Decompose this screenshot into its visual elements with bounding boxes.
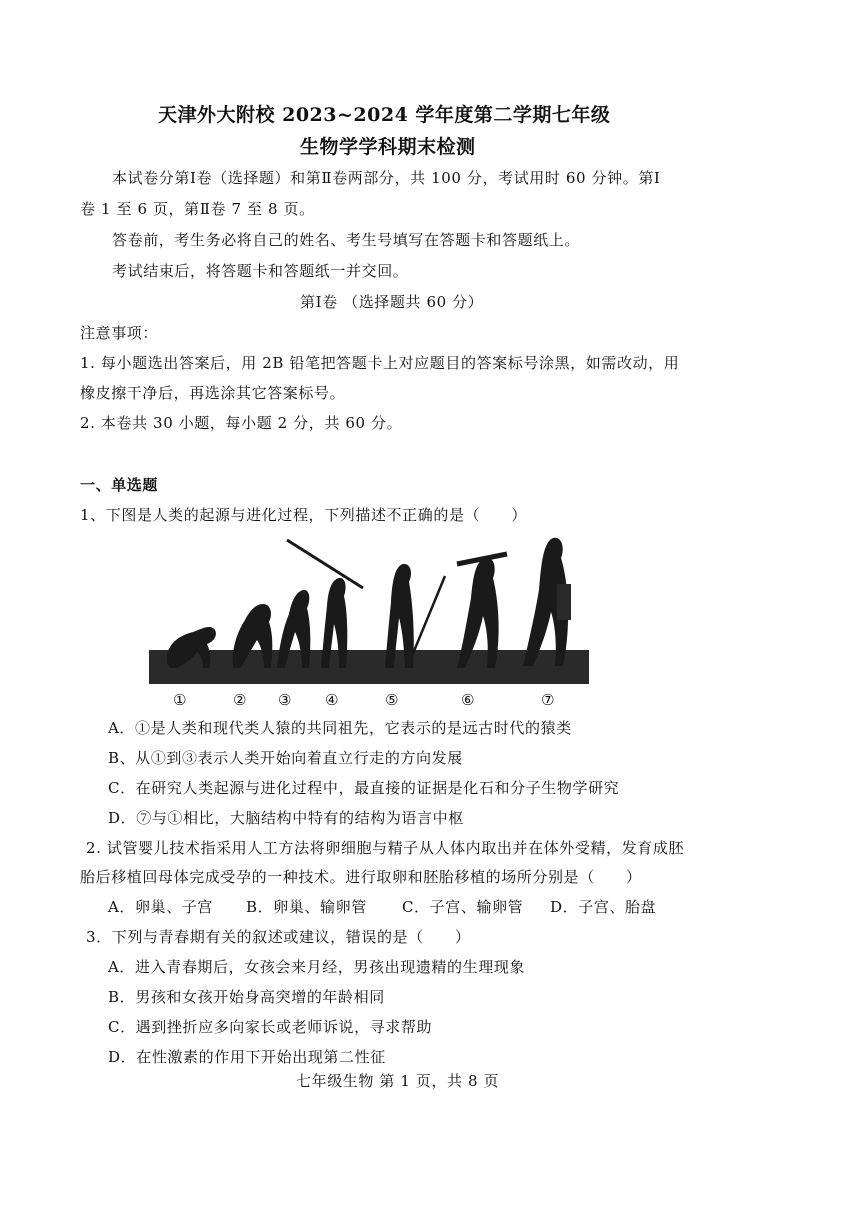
q1-option-d: D．⑦与①相比，大脑结构中特有的结构为语言中枢	[108, 809, 464, 827]
q1-option-c: C．在研究人类起源与进化过程中，最直接的证据是化石和分子生物学研究	[108, 779, 620, 797]
notes-title: 注意事项：	[80, 324, 159, 342]
intro-line-2: 卷 1 至 6 页，第Ⅱ卷 7 至 8 页。	[80, 200, 315, 218]
q3-option-b: B．男孩和女孩开始身高突增的年龄相同	[108, 988, 385, 1006]
q2-option-d: D．子宫、胎盘	[550, 898, 657, 916]
intro-line-1: 本试卷分第Ⅰ卷（选择题）和第Ⅱ卷两部分，共 100 分，考试用时 60 分钟。第Ⅰ	[112, 169, 661, 187]
figure-7-briefcase	[557, 584, 571, 620]
q2-option-c: C．子宫、输卵管	[402, 898, 524, 916]
note-1-line-1: 1. 每小题选出答案后，用 2B 铅笔把答题卡上对应题目的答案标号涂黑，如需改动，用	[80, 354, 680, 372]
ground-strip	[149, 650, 589, 684]
part1-heading: 第Ⅰ卷 （选择题共 60 分）	[300, 293, 484, 311]
human-evolution-figure	[145, 528, 590, 710]
q3-option-a: A．进入青春期后，女孩会来月经，男孩出现遗精的生理现象	[108, 958, 526, 976]
section-title: 一、单选题	[80, 476, 159, 494]
figure-label-2: ②	[233, 691, 247, 709]
q2-stem-line-1: 2. 试管婴儿技术指采用人工方法将卵细胞与精子从人体内取出并在体外受精，发育成胚	[86, 839, 685, 857]
q1-stem: 1、下图是人类的起源与进化过程，下列描述不正确的是（ ）	[80, 506, 527, 524]
q2-stem-line-2: 胎后移植回母体完成受孕的一种技术。进行取卵和胚胎移植的场所分别是（ ）	[80, 868, 642, 886]
exam-title-line1: 天津外大附校 2023~2024 学年度第二学期七年级	[158, 104, 611, 126]
q3-stem: 3．下列与青春期有关的叙述或建议，错误的是（ ）	[86, 928, 471, 946]
figure-labels	[173, 691, 554, 709]
figure-label-1: ①	[173, 691, 187, 709]
note-1-line-2: 橡皮擦干净后，再选涂其它答案标号。	[80, 384, 346, 402]
note-2: 2. 本卷共 30 小题，每小题 2 分，共 60 分。	[80, 414, 403, 432]
q3-option-c: C．遇到挫折应多向家长或老师诉说，寻求帮助	[108, 1018, 433, 1036]
q1-option-b: B、从①到③表示人类开始向着直立行走的方向发展	[108, 749, 463, 767]
figure-label-6: ⑥	[461, 691, 475, 709]
figure-label-7: ⑦	[541, 691, 555, 709]
q3-option-d: D．在性激素的作用下开始出现第二性征	[108, 1048, 386, 1066]
intro-line-3: 答卷前，考生务必将自己的姓名、考生号填写在答题卡和答题纸上。	[112, 231, 581, 249]
figure-silhouettes	[167, 538, 571, 668]
figure-label-4: ④	[325, 691, 339, 709]
figure-label-5: ⑤	[385, 691, 399, 709]
figure-4-club	[287, 540, 363, 588]
page-footer: 七年级生物 第 1 页，共 8 页	[296, 1072, 500, 1090]
exam-title-line2: 生物学学科期末检测	[300, 136, 476, 158]
figure-label-3: ③	[278, 691, 292, 709]
q2-option-b: B．卵巢、输卵管	[246, 898, 367, 916]
q2-option-a: A．卵巢、子宫	[108, 898, 214, 916]
q1-option-a: A．①是人类和现代类人猿的共同祖先，它表示的是远古时代的猿类	[108, 719, 572, 737]
intro-line-4: 考试结束后，将答题卡和答题纸一并交回。	[112, 262, 409, 280]
